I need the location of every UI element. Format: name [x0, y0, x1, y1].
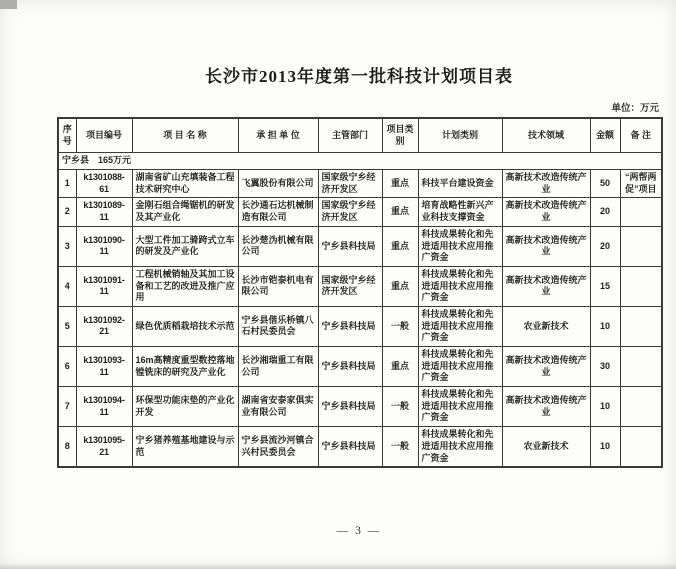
cell-seq: 2 [58, 198, 76, 226]
page-number: — 3 — [336, 525, 382, 537]
cell-project-code: k1301095-21 [76, 427, 132, 468]
cell-remark [620, 427, 662, 468]
cell-seq: 1 [58, 170, 76, 198]
cell-tech-field: 农业新技术 [502, 306, 590, 346]
table-row [58, 266, 662, 306]
cell-amount: 20 [590, 198, 620, 226]
table-row [58, 427, 662, 468]
cell-seq: 5 [58, 306, 76, 346]
group-row [58, 153, 662, 170]
cell-undertaking-unit: 宁乡县流沙河镇合兴村民委员会 [238, 427, 318, 468]
cell-undertaking-unit: 长沙通石达机械制造有限公司 [238, 198, 318, 226]
table-header [58, 118, 662, 153]
cell-project-name: 环保型功能床垫的产业化开发 [132, 387, 238, 427]
cell-tech-field: 高新技术改造传统产业 [502, 226, 590, 266]
cell-project-category: 一般 [382, 427, 418, 468]
cell-project-code: k1301089-11 [76, 198, 132, 226]
cell-department: 宁乡县科技局 [318, 226, 382, 266]
cell-undertaking-unit: 长沙市铠泰机电有限公司 [238, 266, 318, 306]
cell-undertaking-unit: 长沙湘瑞重工有限公司 [238, 347, 318, 387]
cell-project-code: k1301090-11 [76, 226, 132, 266]
document-content [57, 0, 661, 468]
table-row [58, 306, 662, 346]
cell-seq: 7 [58, 387, 76, 427]
cell-remark: “两帮两促”项目 [620, 170, 662, 198]
cell-department: 国家级宁乡经济开发区 [318, 266, 382, 306]
table-row [58, 226, 662, 266]
cell-project-name: 宁乡猪养殖基地建设与示范 [132, 427, 238, 468]
cell-amount: 20 [590, 226, 620, 266]
cell-seq: 4 [58, 266, 76, 306]
cell-department: 宁乡县科技局 [318, 387, 382, 427]
cell-undertaking-unit: 飞翼股份有限公司 [238, 170, 318, 198]
cell-project-name: 绿色优质稻栽培技术示范 [132, 306, 238, 346]
project-table [57, 117, 663, 468]
cell-project-name: 湖南省矿山充填装备工程技术研究中心 [132, 170, 238, 198]
cell-project-code: k1301088-61 [76, 170, 132, 198]
header-category: 项目类别 [382, 118, 418, 153]
cell-plan-category: 培育战略性新兴产业科技支撑资金 [418, 198, 502, 226]
cell-undertaking-unit: 湖南省安泰家俱实业有限公司 [238, 387, 318, 427]
cell-project-category: 重点 [382, 170, 418, 198]
cell-project-code: k1301093-11 [76, 347, 132, 387]
cell-tech-field: 农业新技术 [502, 427, 590, 468]
table-row [58, 387, 662, 427]
cell-project-name: 大型工件加工骑跨式立车的研发及产业化 [132, 226, 238, 266]
page-title: 长沙市2013年度第一批科技计划项目表 [205, 67, 513, 86]
cell-project-code: k1301094-11 [76, 387, 132, 427]
cell-tech-field: 高新技术改造传统产业 [502, 347, 590, 387]
cell-amount: 10 [590, 427, 620, 468]
header-no: 序号 [58, 118, 76, 153]
cell-project-category: 重点 [382, 347, 418, 387]
cell-plan-category: 科技平台建设资金 [418, 170, 502, 198]
cell-amount: 10 [590, 387, 620, 427]
cell-seq: 8 [58, 427, 76, 468]
cell-department: 宁乡县科技局 [318, 347, 382, 387]
cell-department: 国家级宁乡经济开发区 [318, 170, 382, 198]
cell-project-code: k1301091-11 [76, 266, 132, 306]
cell-amount: 15 [590, 266, 620, 306]
cell-plan-category: 科技成果转化和先进适用技术应用推广资金 [418, 387, 502, 427]
header-name: 项 目 名 称 [132, 118, 238, 153]
cell-tech-field: 高新技术改造传统产业 [502, 198, 590, 226]
cell-plan-category: 科技成果转化和先进适用技术应用推广资金 [418, 266, 502, 306]
header-code: 项目编号 [76, 118, 132, 153]
table-row [58, 198, 662, 226]
cell-project-name: 金刚石组合绳锯机的研发及其产业化 [132, 198, 238, 226]
cell-plan-category: 科技成果转化和先进适用技术应用推广资金 [418, 427, 502, 468]
cell-tech-field: 高新技术改造传统产业 [502, 387, 590, 427]
cell-seq: 3 [58, 226, 76, 266]
cell-amount: 50 [590, 170, 620, 198]
cell-tech-field: 高新技术改造传统产业 [502, 266, 590, 306]
cell-department: 宁乡县科技局 [318, 427, 382, 468]
cell-project-category: 一般 [382, 306, 418, 346]
cell-project-category: 重点 [382, 226, 418, 266]
cell-tech-field: 高新技术改造传统产业 [502, 170, 590, 198]
header-plan: 计划类别 [418, 118, 502, 153]
header-amount: 金额 [590, 118, 620, 153]
cell-department: 宁乡县科技局 [318, 306, 382, 346]
header-row [58, 118, 662, 153]
cell-remark [620, 306, 662, 346]
cell-seq: 6 [58, 347, 76, 387]
cell-project-name: 16m高精度重型数控落地镗铣床的研究及产业化 [132, 347, 238, 387]
cell-project-category: 重点 [382, 266, 418, 306]
cell-remark [620, 226, 662, 266]
cell-project-code: k1301092-21 [76, 306, 132, 346]
header-unit: 承 担 单 位 [238, 118, 318, 153]
cell-plan-category: 科技成果转化和先进适用技术应用推广资金 [418, 226, 502, 266]
scan-artifact-corner [0, 0, 17, 9]
scan-artifact-bottom-shadow [0, 563, 676, 569]
cell-plan-category: 科技成果转化和先进适用技术应用推广资金 [418, 347, 502, 387]
cell-remark [620, 347, 662, 387]
cell-project-category: 一般 [382, 387, 418, 427]
header-field: 技术领域 [502, 118, 590, 153]
group-label: 宁乡县 165万元 [58, 153, 662, 170]
header-remark: 备 注 [620, 118, 662, 153]
cell-remark [620, 266, 662, 306]
cell-undertaking-unit: 长沙楚沩机械有限公司 [238, 226, 318, 266]
cell-project-name: 工程机械销轴及其加工设备和工艺的改进及推广应用 [132, 266, 238, 306]
header-dept: 主管部门 [318, 118, 382, 153]
unit-note: 单位：万元 [611, 104, 659, 114]
cell-department: 国家级宁乡经济开发区 [318, 198, 382, 226]
cell-remark [620, 198, 662, 226]
cell-amount: 30 [590, 347, 620, 387]
cell-amount: 10 [590, 306, 620, 346]
cell-project-category: 重点 [382, 198, 418, 226]
cell-remark [620, 387, 662, 427]
table-body [58, 153, 662, 467]
table-row [58, 170, 662, 198]
cell-undertaking-unit: 宁乡县偕乐桥镇八石村民委员会 [238, 306, 318, 346]
table-row [58, 347, 662, 387]
cell-plan-category: 科技成果转化和先进适用技术应用推广资金 [418, 306, 502, 346]
